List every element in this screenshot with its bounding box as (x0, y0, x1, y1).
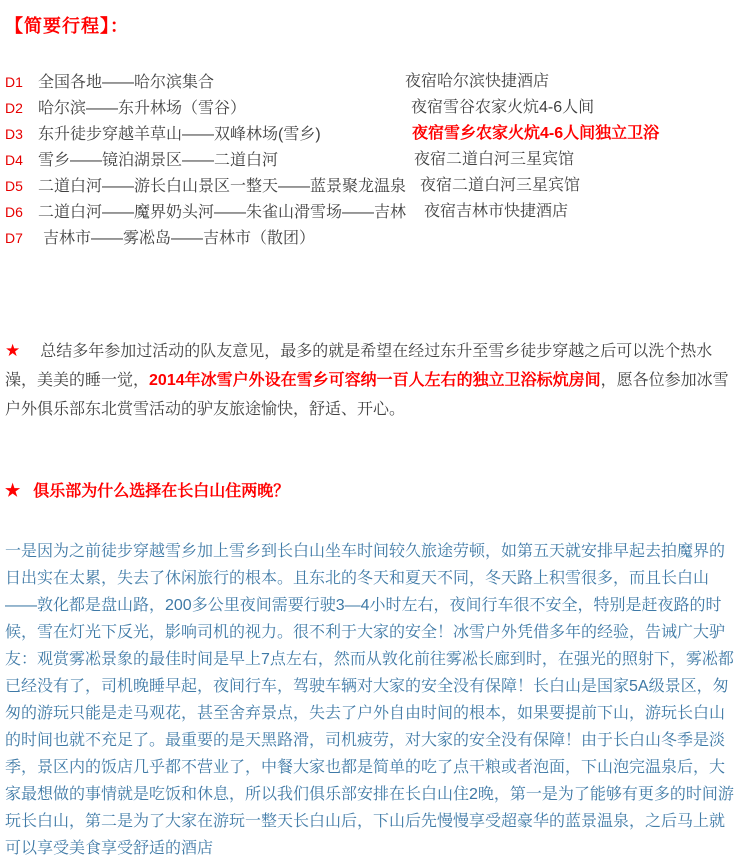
itinerary-row-d2 (5, 95, 742, 121)
route-text: 哈尔滨——东升林场（雪谷） (38, 100, 247, 117)
question-heading (5, 478, 289, 501)
route-text: 吉林市——雾凇岛——吉林市（散团） (43, 230, 316, 247)
note-paragraph (5, 336, 738, 424)
day-label: D1 (5, 74, 23, 90)
lodging-text: 夜宿二道白河三星宾馆 (420, 177, 581, 194)
day-label: D4 (5, 152, 23, 168)
route-text: 雪乡——镜泊湖景区——二道白河 (38, 152, 279, 169)
note-text-highlighted: 2014年冰雪户外设在雪乡可容纳一百人左右的独立卫浴标炕房间 (149, 372, 601, 389)
route-text: 全国各地——哈尔滨集合 (38, 74, 215, 91)
itinerary-row-d6 (5, 199, 742, 225)
note-text-after: ，愿各位参加冰雪户外俱乐部东北赏雪活动的驴友旅途愉快，舒适、开心。 (5, 372, 729, 418)
day-label: D7 (5, 230, 23, 246)
itinerary-row-d5 (5, 173, 742, 199)
day-label: D3 (5, 126, 23, 142)
itinerary-row-d4 (5, 147, 742, 173)
route-text: 东升徒步穿越羊草山——双峰林场(雪乡) (38, 126, 321, 143)
star-icon: ★ (5, 481, 21, 500)
route-text: 二道白河——游长白山景区一整天——蓝景聚龙温泉 (38, 178, 407, 195)
answer-paragraph: 一是因为之前徒步穿越雪乡加上雪乡到长白山坐车时间较久旅途劳顿，如第五天就安排早起去拍魔界的日出实在太累，失去了休闲旅行的根本。且东北的冬天和夏天不同，冬天路上积雪很多，而且长白山——敦化都是盘山路，200多公里夜间需要行驶3—4小时左右，夜间行车很不安全，特别是赶夜路的时候，雪在灯光下反光，影响司机的视力。很不利于大家的安全！冰雪户外凭借多年的经验，告诫广大驴友：观赏雾凇景象的最佳时间是早上7点左右，然而从敦化前往雾凇长廊到时，在强光的照射下，雾凇都已经没有了，司机晚睡早起，夜间行车，驾驶车辆对大家的安全没有保障！长白山是国家5A级景区，匆匆的游玩只能是走马观花，甚至舍弃景点，失去了户外自由时间的根本，如果要提前下山，游玩长白山的时间也就不充足了。最重要的是天黑路滑，司机疲劳，对大家的安全没有保障！由于长白山冬季是淡季，景区内的饭店几乎都不营业了，中餐大家也都是简单的吃了点干粮或者泡面，下山泡完温泉后，大家最想做的事情就是吃饭和休息，所以我们俱乐部安排在长白山住2晚，第一是为了能够有更多的时间游玩长白山，第二是为了大家在游玩一整天长白山后，下山后先慢慢享受超豪华的蓝景温泉，之后马上就可以享受美食享受舒适的酒店 (5, 543, 734, 857)
itinerary-row-d7 (5, 225, 742, 251)
itinerary-row-d3 (5, 121, 742, 147)
note-text-before: 总结多年参加过活动的队友意见，最多的就是希望在经过东升至雪乡徒步穿越之后可以洗个热水澡，美美的睡一觉， (5, 343, 713, 389)
page-title: 【简要行程】： (5, 16, 129, 36)
lodging-text: 夜宿哈尔滨快捷酒店 (405, 73, 550, 90)
day-label: D2 (5, 100, 23, 116)
day-label: D6 (5, 204, 23, 220)
route-text: 二道白河——魔界奶头河——朱雀山滑雪场——吉林 (38, 204, 407, 221)
lodging-text-highlighted: 夜宿雪乡农家火炕4-6人间独立卫浴 (412, 125, 660, 142)
question-text: 俱乐部为什么选择在长白山住两晚？ (33, 483, 290, 500)
day-label: D5 (5, 178, 23, 194)
lodging-text: 夜宿二道白河三星宾馆 (414, 151, 575, 168)
lodging-text: 夜宿雪谷农家火炕4-6人间 (411, 99, 595, 116)
itinerary-row-d1 (5, 69, 742, 95)
itinerary-table (5, 69, 742, 251)
star-icon: ★ (5, 341, 21, 360)
lodging-text: 夜宿吉林市快捷酒店 (424, 203, 569, 220)
